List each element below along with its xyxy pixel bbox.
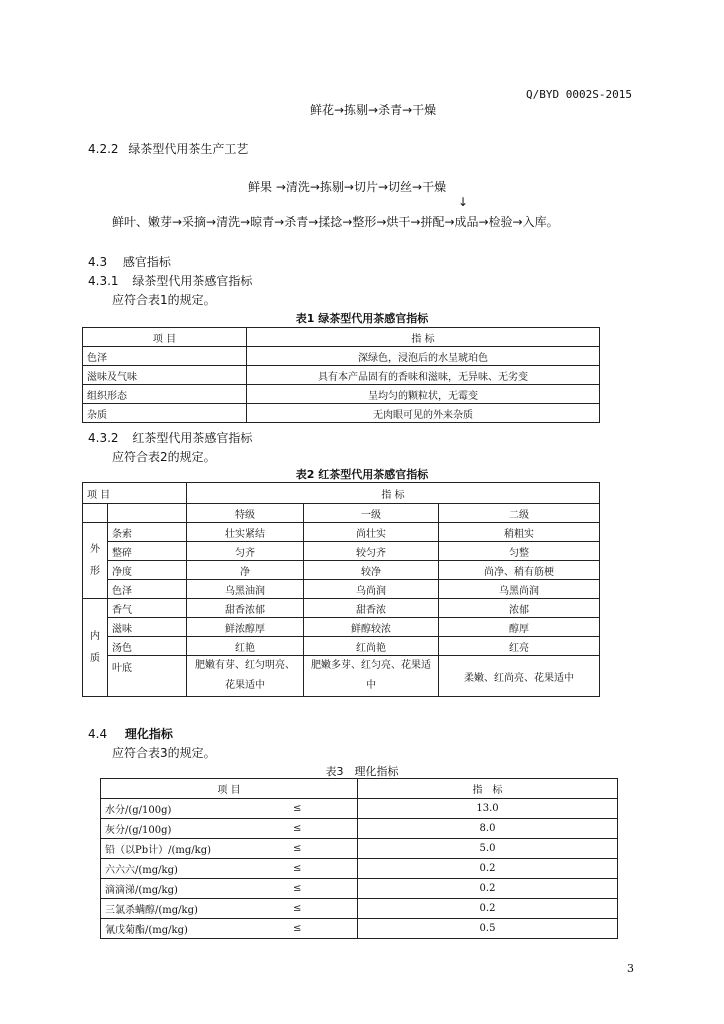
cell-value: 柔嫩、红尚亮、花果适中: [439, 656, 600, 697]
cell-item: 滋味及气味: [83, 366, 247, 385]
standard-code: Q/BYD 0002S-2015: [526, 88, 632, 101]
table-row: [101, 799, 618, 819]
group-quality: [83, 599, 108, 697]
table-row: [83, 404, 600, 423]
table-row: [101, 839, 618, 859]
table-row: [101, 919, 618, 939]
table1-header-item: 项 目: [83, 328, 247, 347]
table-row: [101, 819, 618, 839]
cell-value: 浓郁: [439, 599, 600, 618]
cell-item: 组织形态: [83, 385, 247, 404]
cell-operator: ≤: [289, 919, 358, 939]
table-row: [83, 366, 600, 385]
cell-line: 肥嫩有芽、红匀明亮、: [195, 660, 295, 671]
section-title: 感官指标: [122, 255, 171, 269]
cell-value: 0.2: [358, 859, 618, 879]
cell-value: 甜香浓郁: [187, 599, 304, 618]
section-title: 绿茶型代用茶感官指标: [132, 274, 253, 288]
cell-value: 壮实紧结: [187, 523, 304, 542]
section-number: 4.3: [88, 255, 108, 269]
table1: [82, 327, 600, 423]
table2-header-index: 指 标: [187, 483, 600, 504]
cell-value: 鲜浓醇厚: [187, 618, 304, 637]
table-row: [83, 637, 600, 656]
table2-blank: [83, 504, 108, 523]
section-number: 4.3.2: [88, 431, 119, 445]
table3-header-item: 项 目: [101, 779, 358, 799]
cell-value: 鲜醇较浓: [304, 618, 439, 637]
section-number: 4.3.1: [88, 274, 119, 288]
cell-value: 较匀齐: [304, 542, 439, 561]
cell-value: 匀整: [439, 542, 600, 561]
table-row: [83, 656, 600, 697]
cell-value: 乌黑尚润: [439, 580, 600, 599]
table3-header-index: 指 标: [358, 779, 618, 799]
cell-value: 13.0: [358, 799, 618, 819]
section-4-3: [88, 253, 171, 270]
table-row: [83, 523, 600, 542]
cell-value: 匀齐: [187, 542, 304, 561]
section-title: 绿茶型代用茶生产工艺: [128, 142, 249, 156]
cell-item: 滋味: [108, 618, 187, 637]
cell-value: 稍粗实: [439, 523, 600, 542]
cell-value: 醇厚: [439, 618, 600, 637]
cell-item: 水分/(g/100g): [101, 799, 290, 819]
table-row: [101, 859, 618, 879]
cell-value: 无肉眼可见的外来杂质: [247, 404, 600, 423]
flow-leaf: 鲜叶、嫩芽→采摘→清洗→晾青→杀青→揉捻→整形→烘干→拼配→成品→检验→入库。: [112, 215, 559, 229]
cell-item: 三氯杀螨醇/(mg/kg): [101, 899, 290, 919]
table3-caption: 表3 理化指标: [325, 765, 399, 778]
group-char: 质: [90, 652, 100, 664]
cell-value: 净: [187, 561, 304, 580]
table3: [100, 778, 618, 939]
section-4-2-2: [88, 140, 248, 157]
group-char: 外: [90, 543, 100, 555]
cell-value: 尚壮实: [304, 523, 439, 542]
flow-fruit: 鲜果 →清洗→拣剔→切片→切丝→干燥: [248, 180, 447, 194]
cell-item: 汤色: [108, 637, 187, 656]
cell-item: 六六六/(mg/kg): [101, 859, 290, 879]
table-row: [83, 385, 600, 404]
section-4-3-1: [88, 272, 252, 289]
cell-value: 乌尚润: [304, 580, 439, 599]
group-appearance: [83, 523, 108, 599]
section-title: 红茶型代用茶感官指标: [132, 431, 253, 445]
cell-operator: ≤: [289, 859, 358, 879]
table-row: [83, 599, 600, 618]
cell-item: 叶底: [108, 656, 187, 697]
cell-value: 0.2: [358, 879, 618, 899]
cell-value: [187, 656, 304, 697]
table1-header-index: 指 标: [247, 328, 600, 347]
grade-header: 二级: [439, 504, 600, 523]
table-row: [101, 879, 618, 899]
page-number: 3: [627, 962, 634, 975]
cell-operator: ≤: [289, 799, 358, 819]
cell-value: 乌黑油润: [187, 580, 304, 599]
table-row: [83, 347, 600, 366]
flow-flower: 鲜花→拣剔→杀青→干燥: [310, 103, 437, 117]
cell-value: 呈均匀的颗粒状，无霉变: [247, 385, 600, 404]
table-row: [101, 899, 618, 919]
grade-header: 特级: [187, 504, 304, 523]
cell-line: 肥嫩多芽、红匀亮、花果适: [311, 660, 431, 671]
flow-down-arrow: ↓: [458, 195, 469, 209]
table2: [82, 482, 600, 697]
cell-value: 红尚艳: [304, 637, 439, 656]
cell-value: 红艳: [187, 637, 304, 656]
cell-item: 灰分/(g/100g): [101, 819, 290, 839]
cell-item: 整碎: [108, 542, 187, 561]
table-row: [83, 561, 600, 580]
cell-value: 8.0: [358, 819, 618, 839]
cell-value: 0.5: [358, 919, 618, 939]
cell-operator: ≤: [289, 879, 358, 899]
table-row: [83, 542, 600, 561]
cell-item: 杂质: [83, 404, 247, 423]
section-4-3-2: [88, 429, 252, 446]
section-4-3-1-note: 应符合表1的规定。: [112, 293, 216, 307]
grade-header: 一级: [304, 504, 439, 523]
cell-item: 香气: [108, 599, 187, 618]
cell-value: 5.0: [358, 839, 618, 859]
section-4-4-note: 应符合表3的规定。: [112, 746, 216, 760]
table-row: [83, 580, 600, 599]
cell-value: 尚净、稍有筋梗: [439, 561, 600, 580]
cell-item: 铅（以Pb计）/(mg/kg): [101, 839, 290, 859]
cell-item: 条索: [108, 523, 187, 542]
section-title: 理化指标: [124, 727, 173, 741]
cell-value: 红亮: [439, 637, 600, 656]
table1-caption: 表1 绿茶型代用茶感官指标: [295, 312, 429, 325]
table-row: [83, 618, 600, 637]
cell-item: 氰戊菊酯/(mg/kg): [101, 919, 290, 939]
cell-line: 花果适中: [225, 680, 265, 691]
section-4-3-2-note: 应符合表2的规定。: [112, 450, 216, 464]
table2-caption: 表2 红茶型代用茶感官指标: [295, 468, 429, 481]
cell-value: 较净: [304, 561, 439, 580]
cell-item: 色泽: [108, 580, 187, 599]
cell-value: 深绿色，浸泡后的水呈琥珀色: [247, 347, 600, 366]
cell-operator: ≤: [289, 839, 358, 859]
section-number: 4.2.2: [88, 142, 119, 156]
section-4-4: [88, 725, 173, 742]
section-number: 4.4: [88, 727, 108, 741]
cell-operator: ≤: [289, 899, 358, 919]
cell-item: 色泽: [83, 347, 247, 366]
cell-line: 中: [366, 680, 376, 691]
cell-operator: ≤: [289, 819, 358, 839]
cell-value: 具有本产品固有的香味和滋味，无异味、无劣变: [247, 366, 600, 385]
cell-value: 0.2: [358, 899, 618, 919]
cell-value: [304, 656, 439, 697]
table2-blank: [108, 504, 187, 523]
table2-header-item: 项 目: [83, 483, 187, 504]
group-char: 形: [90, 565, 100, 577]
group-char: 内: [90, 630, 100, 642]
cell-item: 净度: [108, 561, 187, 580]
cell-item: 滴滴涕/(mg/kg): [101, 879, 290, 899]
cell-value: 甜香浓: [304, 599, 439, 618]
